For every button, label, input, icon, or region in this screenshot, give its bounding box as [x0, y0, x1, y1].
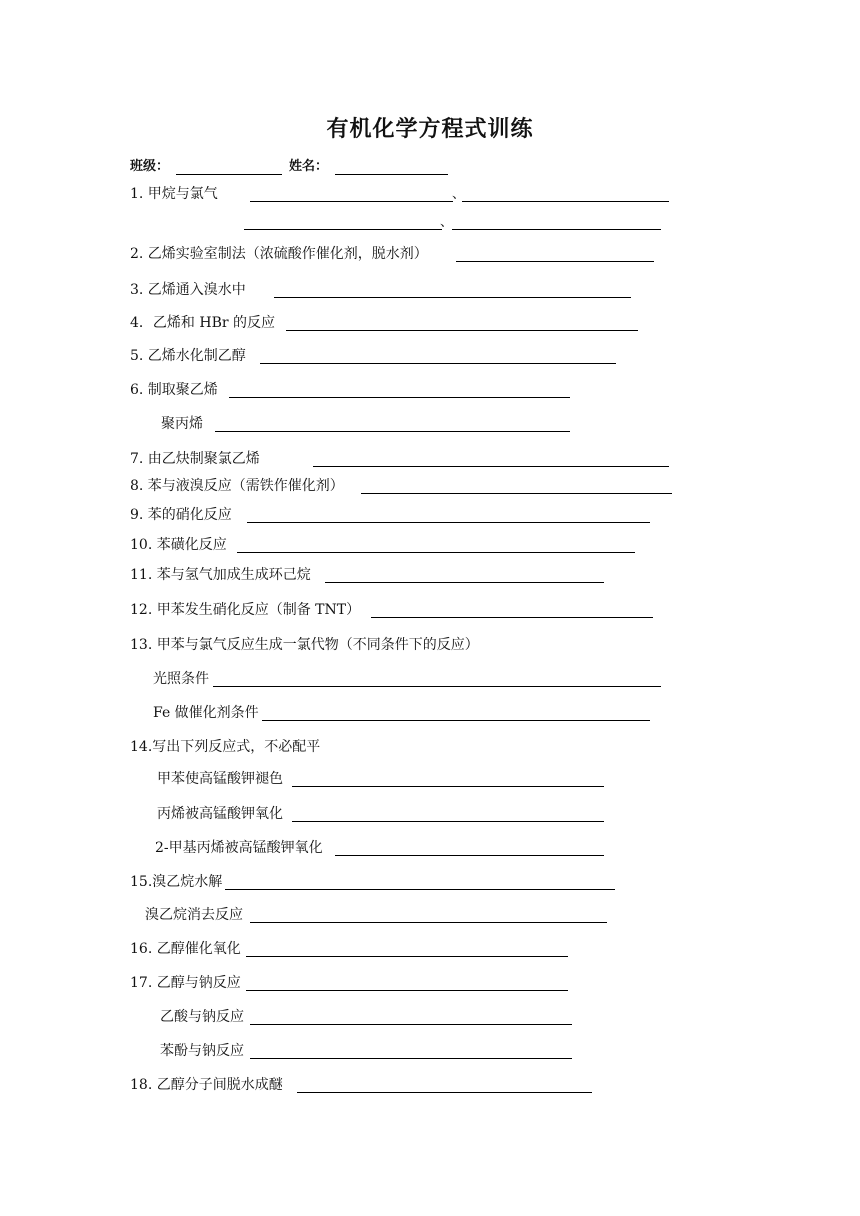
- question-label: 17. 乙醇与钠反应: [130, 975, 241, 991]
- question-label: 2-甲基丙烯被高锰酸钾氧化: [155, 840, 323, 856]
- question-label: 1. 甲烷与氯气: [130, 186, 218, 202]
- answer-blank[interactable]: [297, 1092, 592, 1093]
- question-label: 10. 苯磺化反应: [130, 537, 227, 553]
- answer-blank[interactable]: [215, 431, 570, 432]
- question-label: 16. 乙醇催化氧化: [130, 941, 241, 957]
- answer-blank[interactable]: [292, 786, 604, 787]
- name-label: 姓名：: [289, 159, 329, 174]
- class-blank[interactable]: [176, 174, 282, 175]
- question-label: 3. 乙烯通入溴水中: [130, 282, 246, 298]
- separator-mark: 、: [452, 187, 466, 202]
- answer-blank[interactable]: [213, 686, 661, 687]
- answer-blank[interactable]: [292, 821, 604, 822]
- question-label: 5. 乙烯水化制乙醇: [130, 348, 246, 364]
- question-label: 14.写出下列反应式，不必配平: [130, 739, 321, 755]
- question-label: 甲苯使高锰酸钾褪色: [157, 771, 283, 787]
- answer-blank[interactable]: [229, 397, 570, 398]
- question-label: 18. 乙醇分子间脱水成醚: [130, 1077, 283, 1093]
- answer-blank[interactable]: [250, 201, 453, 202]
- question-label: 11. 苯与氢气加成生成环己烷: [130, 567, 311, 583]
- answer-blank[interactable]: [262, 720, 650, 721]
- answer-blank[interactable]: [313, 466, 669, 467]
- answer-blank[interactable]: [325, 582, 604, 583]
- answer-blank[interactable]: [246, 990, 568, 991]
- question-label: 溴乙烷消去反应: [145, 907, 243, 923]
- answer-blank[interactable]: [250, 1058, 572, 1059]
- name-blank[interactable]: [335, 174, 448, 175]
- question-label: 15.溴乙烷水解: [130, 874, 223, 890]
- answer-blank[interactable]: [286, 330, 638, 331]
- answer-blank[interactable]: [371, 617, 653, 618]
- answer-blank[interactable]: [225, 889, 615, 890]
- question-label: 7. 由乙炔制聚氯乙烯: [130, 451, 260, 467]
- answer-blank[interactable]: [247, 522, 650, 523]
- answer-blank[interactable]: [456, 261, 654, 262]
- question-label: 2. 乙烯实验室制法（浓硫酸作催化剂，脱水剂）: [130, 246, 428, 262]
- question-label: 丙烯被高锰酸钾氧化: [157, 806, 283, 822]
- answer-blank[interactable]: [250, 922, 607, 923]
- answer-blank[interactable]: [237, 552, 635, 553]
- question-label: 9. 苯的硝化反应: [130, 507, 232, 523]
- question-label: 聚丙烯: [161, 416, 203, 432]
- answer-blank[interactable]: [335, 855, 604, 856]
- answer-blank[interactable]: [274, 297, 631, 298]
- answer-blank[interactable]: [462, 201, 669, 202]
- question-label: 乙酸与钠反应: [160, 1009, 244, 1025]
- question-label: 13. 甲苯与氯气反应生成一氯代物（不同条件下的反应）: [130, 637, 479, 653]
- separator-mark: 、: [440, 215, 454, 230]
- page-title: 有机化学方程式训练: [326, 117, 534, 142]
- answer-blank[interactable]: [250, 1024, 572, 1025]
- question-label: 光照条件: [153, 671, 209, 687]
- answer-blank[interactable]: [452, 229, 661, 230]
- answer-blank[interactable]: [361, 493, 672, 494]
- question-label: 4．乙烯和 HBr 的反应: [130, 315, 275, 331]
- answer-blank[interactable]: [260, 363, 616, 364]
- answer-blank[interactable]: [246, 956, 568, 957]
- question-label: 苯酚与钠反应: [160, 1043, 244, 1059]
- question-label: Fe 做催化剂条件: [153, 705, 259, 721]
- question-label: 8. 苯与液溴反应（需铁作催化剂）: [130, 478, 344, 494]
- question-label: 6. 制取聚乙烯: [130, 382, 218, 398]
- answer-blank[interactable]: [244, 229, 442, 230]
- question-label: 12. 甲苯发生硝化反应（制备 TNT）: [130, 602, 361, 618]
- class-label: 班级：: [130, 159, 170, 174]
